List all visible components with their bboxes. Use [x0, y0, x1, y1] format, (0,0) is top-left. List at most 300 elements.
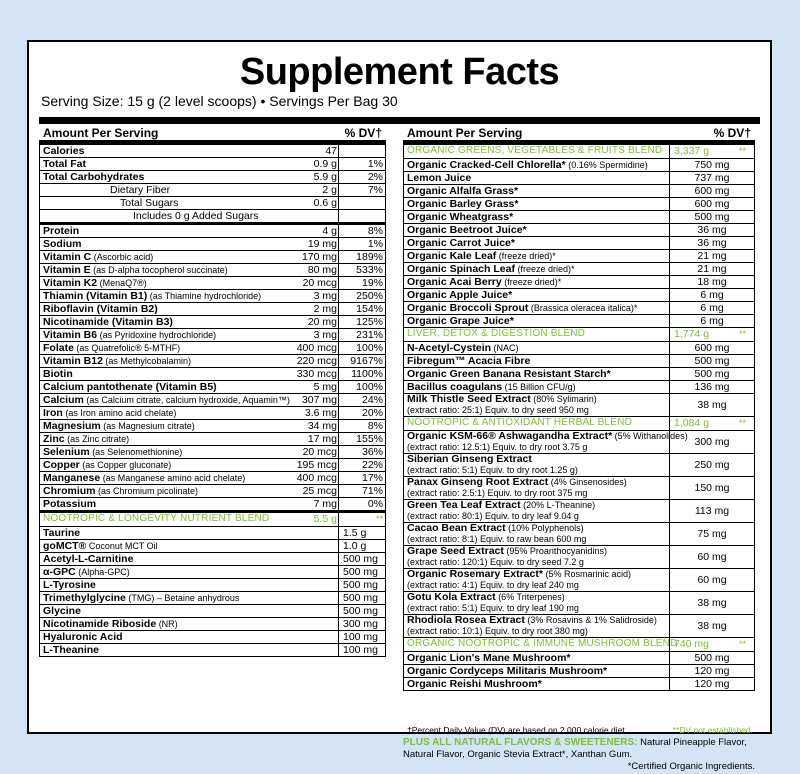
ingredient-name — [407, 500, 595, 522]
nutrient-name — [43, 498, 96, 510]
right-column — [403, 124, 755, 691]
column-divider — [338, 513, 339, 526]
nutrient-row — [40, 251, 385, 264]
nutrient-dv: 71% — [361, 485, 383, 497]
column-divider — [338, 238, 339, 250]
left-column — [39, 124, 386, 657]
nutrient-amount: 220 mcg — [296, 355, 337, 367]
ingredient-row — [404, 159, 754, 172]
nutrient-label: Potassium — [43, 498, 97, 510]
column-divider — [338, 197, 339, 209]
extract-ratio: (extract ratio: 80:1) Equiv. to dry leaf 9.04 g — [407, 511, 579, 521]
nutrient-amount: 0.9 g — [313, 158, 337, 170]
ingredient-note: (NR) — [156, 619, 178, 629]
nutrient-note: (as Zinc citrate) — [64, 434, 130, 444]
ingredient-amount: 500 mg — [694, 211, 730, 223]
nutrient-label: Vitamin K2 — [43, 277, 98, 289]
nutrient-label: Total Fat — [43, 158, 86, 170]
nutrient-amount: 20 mcg — [302, 277, 337, 289]
ingredient-name — [407, 431, 688, 453]
ingredient-name — [407, 454, 578, 476]
ingredient-label: Lemon Juice — [407, 172, 472, 184]
ingredient-amount: 300 mg — [694, 436, 730, 448]
ingredient-amount: 150 mg — [694, 482, 730, 494]
ingredient-name — [407, 342, 519, 354]
column-divider — [669, 172, 670, 184]
column-divider — [669, 315, 670, 327]
nutrient-label: Nicotinamide (Vitamin B3) — [43, 316, 173, 328]
organic-note: *Certified Organic Ingredients. — [627, 761, 755, 772]
ingredient-note: (5% Rosmarinic acid) — [542, 569, 632, 579]
ingredient-row — [404, 665, 754, 678]
ingredient-row — [404, 454, 754, 477]
nutrient-name — [43, 394, 290, 406]
column-divider — [669, 592, 670, 614]
nutrient-note: (as Magnesium citrate) — [100, 421, 195, 431]
column-divider — [669, 652, 670, 664]
nutrient-name — [43, 316, 173, 328]
ingredient-row — [40, 618, 385, 631]
nutrient-note: (as Iron amino acid chelate) — [62, 408, 177, 418]
nutrient-dv: 231% — [356, 329, 383, 341]
blend-header — [404, 145, 754, 159]
blend-name: LIVER, DETOX & DIGESTION BLEND — [407, 328, 586, 339]
dv-header: % DV† — [344, 126, 382, 140]
ingredient-name — [407, 368, 611, 380]
ingredient-label: Organic Kale Leaf — [407, 250, 497, 262]
column-divider — [669, 523, 670, 545]
dv-note: †Percent Daily Value (DV) are based on 2,000 calorie diet. — [407, 725, 628, 735]
panel-title: Supplement Facts — [239, 51, 560, 93]
ingredient-row — [40, 644, 385, 656]
nutrient-name — [43, 459, 171, 471]
nutrient-dv: 20% — [361, 407, 383, 419]
nutrient-dv: 8% — [367, 420, 383, 432]
ingredient-amount: 500 mg — [694, 368, 730, 380]
nutrient-amount: 17 mg — [307, 433, 337, 445]
ingredient-name — [407, 315, 514, 327]
column-divider — [338, 329, 339, 341]
nutrient-name — [43, 238, 82, 250]
nutrient-label: Vitamin C — [43, 251, 92, 263]
nutrient-dv: 100% — [356, 381, 383, 393]
column-divider — [338, 264, 339, 276]
ingredient-label: Organic Barley Grass* — [407, 198, 519, 210]
extract-ratio: (extract ratio: 25:1) Equiv. to dry seed 950 mg — [407, 405, 589, 415]
column-divider — [338, 566, 339, 578]
ingredient-note: (5% Withanolides) — [612, 431, 688, 441]
blend-dv: ** — [738, 329, 746, 339]
column-divider — [669, 224, 670, 236]
ingredient-row — [404, 302, 754, 315]
ingredient-name — [407, 394, 597, 416]
nutrient-row — [40, 225, 385, 238]
ingredient-row — [404, 523, 754, 546]
nutrient-name — [43, 171, 144, 183]
ingredient-row — [404, 211, 754, 224]
extract-ratio: (extract ratio: 5:1) Equiv. to dry leaf 190 mg — [407, 603, 579, 613]
ingredient-amount: 300 mg — [343, 618, 379, 630]
nutrient-label: Sodium — [43, 238, 82, 250]
column-divider — [338, 446, 339, 458]
ingredient-name — [407, 276, 561, 288]
nutrient-row — [40, 446, 385, 459]
extract-ratio: (extract ratio: 4:1) Equiv. to dry leaf 240 mg — [407, 580, 579, 590]
column-divider — [669, 198, 670, 210]
column-divider — [338, 316, 339, 328]
ingredient-note: (freeze dried)* — [496, 251, 556, 261]
nutrient-row — [40, 290, 385, 303]
ingredient-name — [407, 224, 527, 236]
column-divider — [669, 159, 670, 171]
blend-dv: ** — [738, 146, 746, 156]
nutrient-amount: 330 mcg — [296, 368, 337, 380]
nutrient-row — [40, 158, 385, 171]
ingredient-amount: 38 mg — [697, 597, 727, 609]
nutrient-note: (as Methylcobalamin) — [102, 356, 191, 366]
ingredient-row — [404, 368, 754, 381]
column-divider — [669, 615, 670, 637]
ingredient-amount: 120 mg — [694, 665, 730, 677]
nutrient-amount: 19 mg — [307, 238, 337, 250]
nutrient-label: Iron — [43, 407, 63, 419]
nutrient-name — [43, 184, 170, 196]
ingredient-row — [404, 355, 754, 368]
column-divider — [669, 678, 670, 690]
column-divider — [669, 368, 670, 380]
column-divider — [338, 210, 339, 222]
ingredient-label: Glycine — [43, 605, 81, 617]
ingredient-name — [407, 172, 471, 184]
nutrient-row — [40, 420, 385, 433]
nutrient-name — [43, 420, 195, 432]
nutrient-name — [43, 277, 147, 289]
ingredient-name — [43, 592, 239, 604]
ingredient-name — [43, 527, 80, 539]
column-divider — [338, 225, 339, 237]
ingredient-note: (freeze dried)* — [501, 277, 562, 287]
column-divider — [669, 546, 670, 568]
nutrient-amount: 80 mg — [307, 264, 337, 276]
column-divider — [669, 250, 670, 262]
amount-header: Amount Per Serving — [407, 126, 523, 140]
ingredient-label: Trimethylglycine — [43, 592, 126, 604]
ingredient-amount: 600 mg — [694, 185, 730, 197]
ingredient-name — [407, 250, 556, 262]
ingredient-note: (3% Rosavins & 1% Salidroside) — [524, 615, 657, 625]
blend-amount: 1,774 g — [674, 328, 710, 340]
ingredient-row — [40, 527, 385, 540]
nutrient-dv: 22% — [361, 459, 383, 471]
nutrient-dv: 7% — [367, 184, 383, 196]
ingredient-name — [407, 652, 571, 664]
nutrient-amount: 307 mg — [301, 394, 337, 406]
ingredient-amount: 21 mg — [697, 263, 727, 275]
ingredient-row — [40, 631, 385, 644]
ingredient-row — [404, 263, 754, 276]
thick-divider — [39, 117, 760, 124]
nutrient-name — [43, 446, 182, 458]
ingredient-label: Fibregum™ Acacia Fibre — [407, 355, 531, 367]
nutrient-amount: 170 mg — [301, 251, 337, 263]
ingredient-amount: 75 mg — [697, 528, 727, 540]
ingredient-note: (Brassica oleracea italica)* — [528, 303, 638, 313]
ingredient-label: Panax Ginseng Root Extract — [407, 476, 549, 488]
ingredient-label: Organic KSM-66® Ashwagandha Extract* — [407, 430, 613, 442]
column-divider — [669, 477, 670, 499]
nutrient-label: Calcium — [43, 394, 84, 406]
ingredient-name — [43, 553, 133, 565]
ingredient-name — [407, 302, 637, 314]
column-divider — [669, 342, 670, 354]
ingredient-amount: 500 mg — [343, 592, 379, 604]
ingredient-row — [404, 546, 754, 569]
ingredient-name — [43, 618, 178, 630]
nutrient-name — [43, 251, 153, 263]
nutrient-note: (as D-alpha tocopherol succinate) — [90, 265, 228, 275]
column-divider — [338, 158, 339, 170]
ingredient-amount: 136 mg — [694, 381, 730, 393]
blend-dv: ** — [375, 514, 383, 524]
ingredient-row — [404, 500, 754, 523]
ingredient-amount: 100 mg — [343, 644, 379, 656]
column-divider — [669, 302, 670, 314]
nutrient-row — [40, 277, 385, 290]
column-divider — [338, 184, 339, 196]
nutrient-row — [40, 238, 385, 251]
nutrient-label: Vitamin B6 — [43, 329, 98, 341]
ingredient-row — [40, 592, 385, 605]
column-divider — [338, 433, 339, 445]
column-divider — [338, 171, 339, 183]
ingredient-name — [407, 289, 512, 301]
column-divider — [669, 569, 670, 591]
column-divider — [338, 420, 339, 432]
ingredient-name — [407, 678, 542, 690]
ingredient-note: (freeze dried)* — [514, 264, 575, 274]
ingredient-label: Organic Beetroot Juice* — [407, 224, 527, 236]
nutrient-label: Selenium — [43, 446, 90, 458]
nutrient-name — [43, 472, 245, 484]
blend-dv: ** — [738, 418, 746, 428]
ingredient-amount: 60 mg — [697, 574, 727, 586]
ingredient-amount: 60 mg — [697, 551, 727, 563]
ingredient-amount: 500 mg — [343, 566, 379, 578]
ingredient-label: Organic Broccoli Sprout — [407, 302, 529, 314]
ingredient-label: Nicotinamide Riboside — [43, 618, 157, 630]
ingredient-name — [407, 263, 574, 275]
ingredient-row — [40, 553, 385, 566]
ingredient-note: (20% L-Theanine) — [520, 500, 596, 510]
ingredient-note: (15 Billion CFU/g) — [502, 382, 576, 392]
nutrient-dv: 17% — [361, 472, 383, 484]
ingredient-amount: 1.5 g — [343, 527, 367, 539]
column-divider — [338, 485, 339, 497]
extract-ratio: (extract ratio: 2.5:1) Equiv. to dry root 375 mg — [407, 488, 588, 498]
ingredient-note: (Alpha-GPC) — [75, 567, 130, 577]
nutrient-amount: 7 mg — [313, 498, 337, 510]
column-divider — [338, 407, 339, 419]
blend-amount: 5.5 g — [313, 513, 337, 525]
nutrient-amount: 400 mcg — [296, 472, 337, 484]
column-divider — [669, 145, 670, 158]
ingredient-label: Rhodiola Rosea Extract — [407, 614, 525, 626]
ingredient-name — [407, 665, 607, 677]
dv-footnote-line — [403, 725, 755, 737]
ingredient-row — [404, 652, 754, 665]
right-header — [403, 124, 755, 145]
nutrient-amount: 5.9 g — [313, 171, 337, 183]
blend-amount: 740 mg — [674, 638, 710, 650]
nutrient-note: (as Calcium citrate, calcium hydroxide, Aquamin™) — [83, 395, 290, 405]
ingredient-label: Grape Seed Extract — [407, 545, 504, 557]
nutrient-note: (as Thiamine hydrochloride) — [147, 291, 262, 301]
blend-amount: 1,084 g — [674, 417, 710, 429]
ingredient-label: goMCT® — [43, 540, 87, 552]
ingredient-label: α-GPC — [43, 566, 76, 578]
ingredient-amount: 1.0 g — [343, 540, 367, 552]
nutrient-dv: 9167% — [350, 355, 383, 367]
ingredient-amount: 737 mg — [694, 172, 730, 184]
nutrient-amount: 2 g — [322, 184, 337, 196]
ingredient-label: Gotu Kola Extract — [407, 591, 496, 603]
ingredient-name — [407, 477, 627, 499]
ingredient-name — [43, 579, 96, 591]
ingredient-note: (10% Polyphenols) — [505, 523, 584, 533]
nutrient-row — [40, 355, 385, 368]
ingredient-label: Organic Alfalfa Grass* — [407, 185, 519, 197]
column-divider — [669, 263, 670, 275]
nutrient-row — [40, 433, 385, 446]
nutrient-label: Protein — [43, 225, 80, 237]
ingredient-label: Acetyl-L-Carnitine — [43, 553, 134, 565]
column-divider — [338, 631, 339, 643]
column-divider — [338, 381, 339, 393]
nutrient-dv: 250% — [356, 290, 383, 302]
ingredient-label: Organic Reishi Mushroom* — [407, 678, 542, 690]
column-divider — [338, 145, 339, 157]
ingredient-amount: 113 mg — [694, 505, 730, 517]
ingredient-row — [404, 172, 754, 185]
ingredient-amount: 500 mg — [343, 605, 379, 617]
column-divider — [338, 342, 339, 354]
nutrient-amount: 2 mg — [313, 303, 337, 315]
nutrient-label: Total Carbohydrates — [43, 171, 145, 183]
nutrient-dv: 125% — [356, 316, 383, 328]
column-divider — [669, 394, 670, 416]
nutrient-dv: 0% — [367, 498, 383, 510]
nutrient-note: (as Copper gluconate) — [79, 460, 172, 470]
nutrient-row — [40, 197, 385, 210]
ingredient-row — [404, 569, 754, 592]
column-divider — [338, 592, 339, 604]
ingredient-label: Organic Spinach Leaf — [407, 263, 515, 275]
ingredient-name — [407, 159, 648, 171]
nutrient-dv: 2% — [367, 171, 383, 183]
nutrient-note: (Ascorbic acid) — [91, 252, 154, 262]
nutrient-amount: 3 mg — [313, 290, 337, 302]
ingredient-name — [43, 644, 99, 656]
nutrient-note: (as Chromium picolinate) — [95, 486, 199, 496]
extract-ratio: (extract ratio: 12.5:1) Equiv. to dry root 3.75 g — [407, 442, 588, 452]
ingredient-label: N-Acetyl-Cystein — [407, 342, 492, 354]
column-divider — [669, 211, 670, 223]
nutrient-dv: 154% — [356, 303, 383, 315]
extract-ratio: (extract ratio: 8:1) Equiv. to raw bean 600 mg — [407, 534, 587, 544]
ingredient-name — [407, 198, 518, 210]
nutrient-name — [43, 329, 216, 341]
nutrient-dv: 1% — [367, 238, 383, 250]
nutrient-name — [43, 197, 178, 209]
ingredient-row — [404, 289, 754, 302]
ingredient-amount: 100 mg — [343, 631, 379, 643]
ingredient-label: Organic Cordyceps Militaris Mushroom* — [407, 665, 608, 677]
ingredient-amount: 500 mg — [343, 579, 379, 591]
ingredient-name — [407, 546, 607, 568]
column-divider — [338, 644, 339, 656]
nutrient-dv: 19% — [361, 277, 383, 289]
blend-amount: 3,337 g — [674, 145, 710, 157]
nutrient-row — [40, 303, 385, 316]
ingredient-row — [404, 250, 754, 263]
ingredient-note: (95% Proanthocyanidins) — [503, 546, 607, 556]
column-divider — [338, 459, 339, 471]
ingredient-amount: 36 mg — [697, 237, 727, 249]
column-divider — [669, 381, 670, 393]
left-rows — [39, 145, 386, 657]
nutrient-amount: 4 g — [322, 225, 337, 237]
nutrient-name — [43, 342, 180, 354]
nutrient-label: Biotin — [43, 368, 73, 380]
nutrient-row — [40, 329, 385, 342]
ingredient-amount: 36 mg — [697, 224, 727, 236]
ingredient-name — [407, 615, 657, 637]
column-divider — [669, 454, 670, 476]
column-divider — [338, 251, 339, 263]
column-divider — [338, 553, 339, 565]
ingredient-label: Green Tea Leaf Extract — [407, 499, 521, 511]
nutrient-name — [43, 407, 176, 419]
ingredient-row — [40, 566, 385, 579]
column-divider — [338, 498, 339, 510]
ingredient-amount: 6 mg — [700, 289, 724, 301]
dv-na-note: **DV not established. — [672, 725, 753, 735]
nutrient-dv: 100% — [356, 342, 383, 354]
ingredient-note: (6% Triterpenes) — [495, 592, 565, 602]
nutrient-row — [40, 472, 385, 485]
nutrient-row — [40, 459, 385, 472]
nutrient-note: (as Pyridoxine hydrochloride) — [97, 330, 217, 340]
nutrient-label: Dietary Fiber — [110, 184, 171, 196]
ingredient-amount: 120 mg — [694, 678, 730, 690]
nutrient-row — [40, 316, 385, 329]
nutrient-label: Calcium pantothenate (Vitamin B5) — [43, 381, 217, 393]
ingredient-name — [43, 631, 123, 643]
nutrient-note: (as Manganese amino acid chelate) — [100, 473, 246, 483]
ingredient-row — [404, 185, 754, 198]
nutrient-name — [43, 433, 129, 445]
ingredient-amount: 500 mg — [694, 652, 730, 664]
ingredient-note: (TMG) – Betaine anhydrous — [125, 593, 240, 603]
flavors-heading: PLUS ALL NATURAL FLAVORS & SWEETENERS: — [403, 737, 638, 748]
nutrient-row — [40, 342, 385, 355]
column-divider — [669, 417, 670, 430]
ingredient-label: L-Tyrosine — [43, 579, 96, 591]
ingredient-label: Milk Thistle Seed Extract — [407, 393, 531, 405]
nutrient-note: (as Selenomethionine) — [89, 447, 183, 457]
supplement-facts-panel — [27, 40, 772, 772]
ingredient-row — [40, 579, 385, 592]
